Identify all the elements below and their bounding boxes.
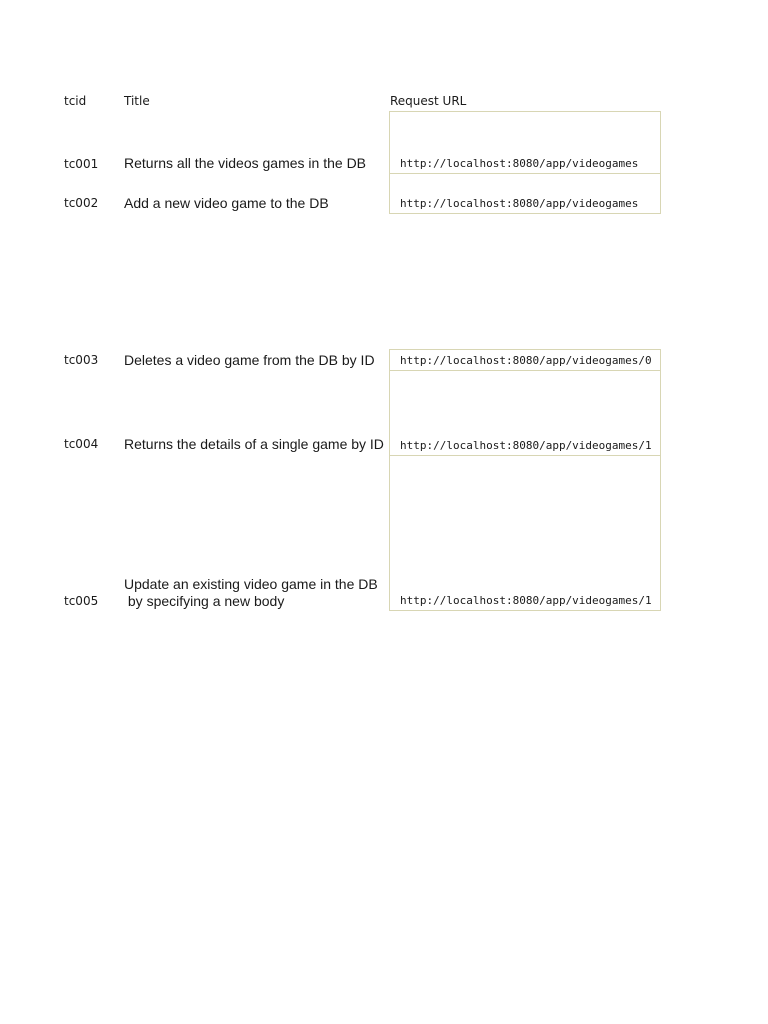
test-case-title: Returns the details of a single game by ID bbox=[124, 436, 384, 452]
test-case-id: tc005 bbox=[64, 594, 99, 608]
url-cell[interactable] bbox=[389, 173, 661, 214]
test-case-title: Returns all the videos games in the DB bbox=[124, 155, 367, 171]
test-case-id: tc001 bbox=[64, 157, 99, 171]
test-case-title: Update an existing video game in the DB by specifying a new body bbox=[124, 576, 378, 609]
test-case-id: tc003 bbox=[64, 353, 99, 367]
request-url: http://localhost:8080/app/videogames/1 bbox=[400, 594, 652, 607]
test-case-id: tc002 bbox=[64, 196, 99, 210]
url-cell[interactable] bbox=[389, 349, 661, 371]
test-case-title: Deletes a video game from the DB by ID bbox=[124, 352, 375, 368]
request-url: http://localhost:8080/app/videogames bbox=[400, 197, 639, 210]
column-header-tcid: tcid bbox=[64, 94, 87, 108]
column-header-request-url: Request URL bbox=[390, 94, 467, 108]
request-url: http://localhost:8080/app/videogames/1 bbox=[400, 439, 652, 452]
test-case-id: tc004 bbox=[64, 437, 99, 451]
column-header-title: Title bbox=[124, 94, 150, 108]
test-case-title: Add a new video game to the DB bbox=[124, 195, 329, 211]
request-url: http://localhost:8080/app/videogames/0 bbox=[400, 354, 652, 367]
url-cell[interactable] bbox=[389, 111, 661, 174]
url-cell[interactable] bbox=[389, 455, 661, 611]
url-cell[interactable] bbox=[389, 370, 661, 456]
request-url: http://localhost:8080/app/videogames bbox=[400, 157, 639, 170]
